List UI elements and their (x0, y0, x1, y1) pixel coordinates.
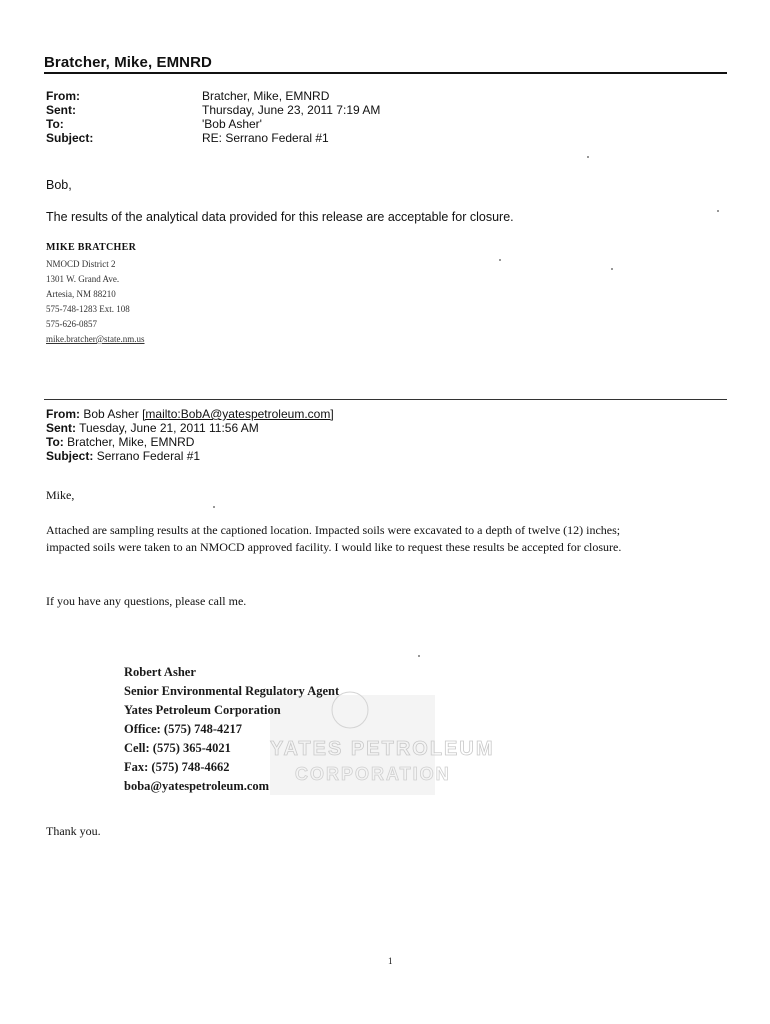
bob-signature-block (120, 655, 495, 805)
reply-to-label: To: (46, 117, 64, 131)
scan-speck (611, 268, 613, 270)
scan-speck (213, 506, 215, 508)
reply-subject-value: RE: Serrano Federal #1 (202, 131, 329, 145)
original-sent-line (46, 421, 259, 435)
original-mailto-link[interactable]: [mailto:BobA@yatespetroleum.com] (142, 407, 334, 421)
original-from-label: From: (46, 407, 80, 421)
bob-signature-title: Senior Environmental Regulatory Agent (124, 684, 340, 698)
original-to-value: Bratcher, Mike, EMNRD (67, 435, 195, 449)
original-greeting: Mike, (46, 488, 75, 502)
reply-from-value: Bratcher, Mike, EMNRD (202, 89, 330, 103)
mike-signature-email-link[interactable]: mike.bratcher@state.nm.us (46, 334, 145, 344)
scan-speck (587, 156, 589, 158)
mike-signature-line: 1301 W. Grand Ave. (46, 274, 120, 284)
mike-signature-line: 575-626-0857 (46, 319, 97, 329)
bob-signature-company: Yates Petroleum Corporation (124, 703, 281, 717)
original-closing-request: If you have any questions, please call me. (46, 594, 247, 608)
svg-text:CORPORATION: CORPORATION (295, 764, 451, 784)
sender-header: Bratcher, Mike, EMNRD (44, 54, 212, 71)
bob-signature-name: Robert Asher (124, 665, 196, 679)
thank-you-text: Thank you. (46, 824, 101, 838)
mike-signature-line: Artesia, NM 88210 (46, 289, 116, 299)
reply-body: The results of the analytical data provided for this release are acceptable for closure. (46, 210, 514, 224)
header-rule (44, 72, 727, 74)
original-body-line-2: impacted soils were taken to an NMOCD approved facility. I would like to request these results be accepted for closure. (46, 540, 622, 554)
reply-sent-value: Thursday, June 23, 2011 7:19 AM (202, 103, 381, 117)
original-subject-label: Subject: (46, 449, 94, 463)
reply-subject-label: Subject: (46, 131, 94, 145)
scan-speck (499, 259, 501, 261)
bob-signature-fax: Fax: (575) 748-4662 (124, 760, 230, 774)
original-from-name: Bob Asher (83, 407, 139, 421)
original-body-line-1: Attached are sampling results at the captioned location. Impacted soils were excavated to a depth of twelve (12) inches; (46, 523, 621, 537)
bob-signature-office: Office: (575) 748-4217 (124, 722, 243, 736)
reply-to-value: 'Bob Asher' (202, 117, 262, 131)
reply-from-label: From: (46, 89, 80, 103)
mike-signature-line: NMOCD District 2 (46, 259, 116, 269)
original-from-line (46, 407, 334, 421)
scan-speck (717, 210, 719, 212)
original-to-line (46, 435, 194, 449)
bob-signature-cell: Cell: (575) 365-4021 (124, 741, 231, 755)
original-sent-value: Tuesday, June 21, 2011 11:56 AM (79, 421, 259, 435)
svg-text:YATES PETROLEUM: YATES PETROLEUM (270, 738, 495, 760)
forward-separator (44, 399, 727, 400)
mike-signature-name: MIKE BRATCHER (46, 242, 137, 253)
original-sent-label: Sent: (46, 421, 76, 435)
original-subject-line (46, 449, 200, 463)
original-subject-value: Serrano Federal #1 (96, 449, 201, 463)
reply-sent-label: Sent: (46, 103, 76, 117)
reply-greeting: Bob, (46, 178, 72, 192)
mike-signature-line: 575-748-1283 Ext. 108 (46, 304, 130, 314)
bob-signature-email[interactable]: boba@yatespetroleum.com (124, 779, 270, 793)
scan-speck (418, 655, 420, 657)
page-number: 1 (388, 956, 393, 966)
original-to-label: To: (46, 435, 64, 449)
